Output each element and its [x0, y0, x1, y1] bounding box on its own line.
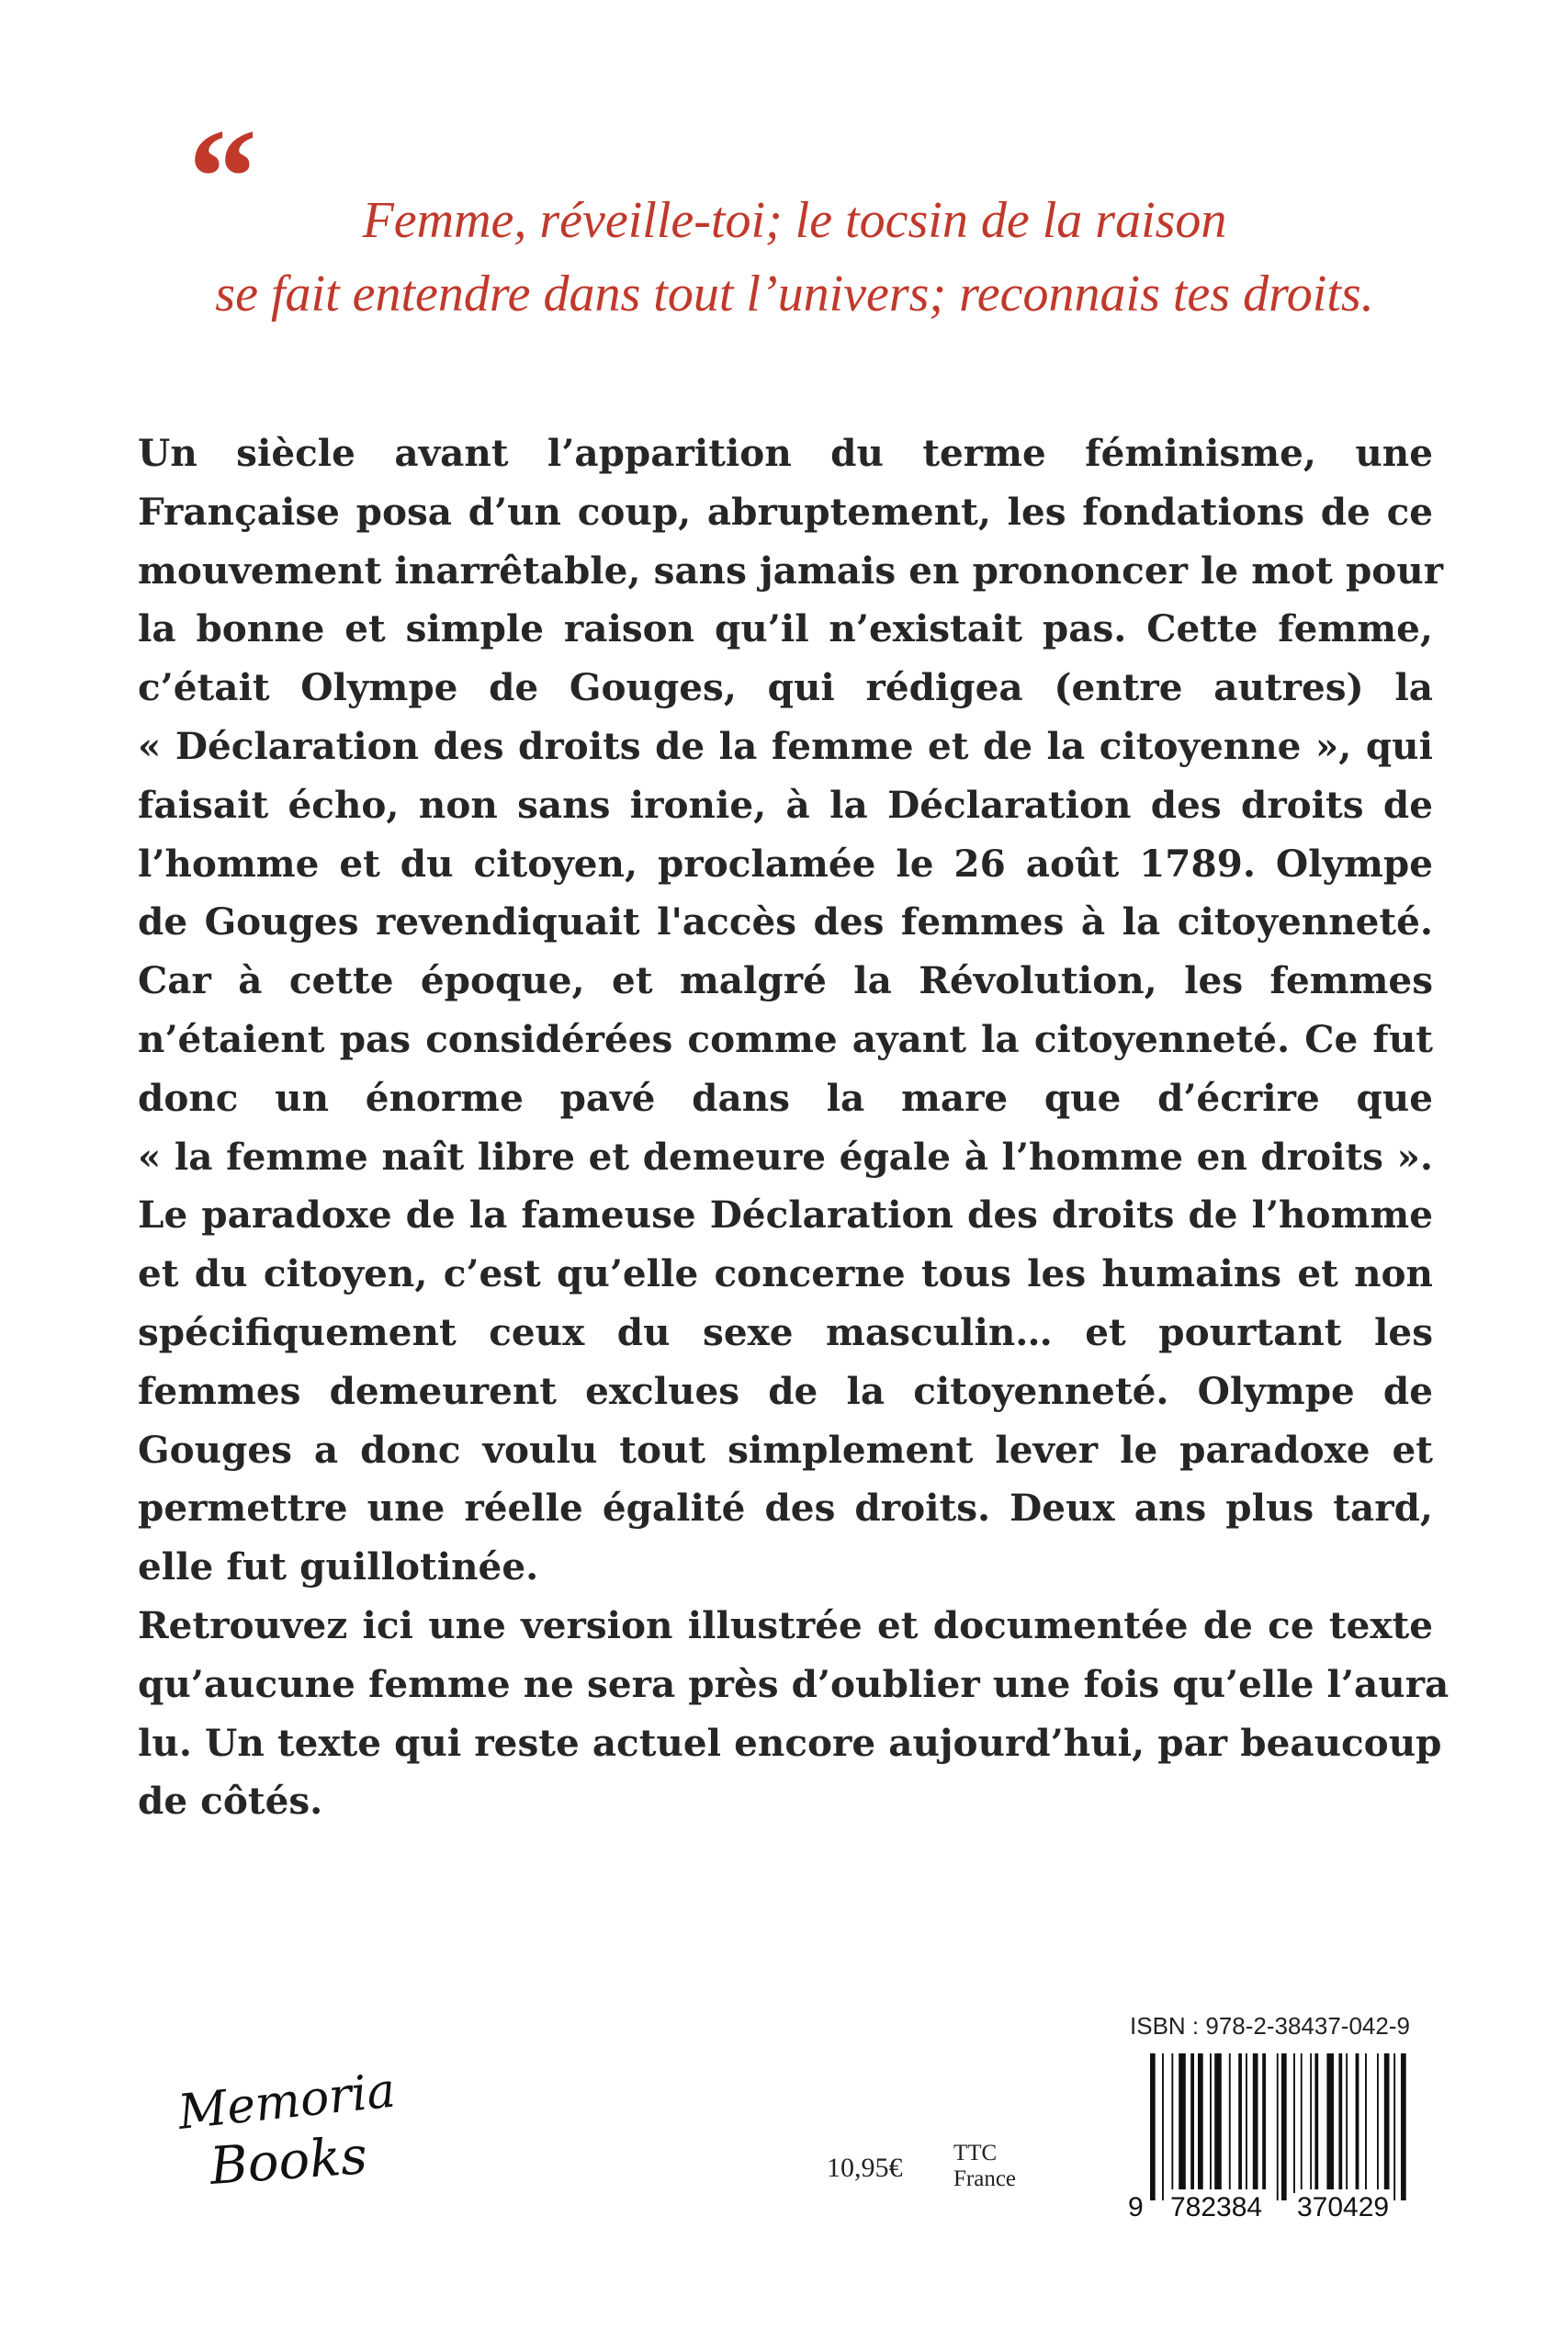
summary-line: et du citoyen, c’est qu’elle concerne tous les humains et non	[138, 1251, 1433, 1296]
barcode-bar	[1253, 2053, 1258, 2189]
barcode-bar	[1229, 2053, 1231, 2189]
barcode-bar	[1171, 2053, 1173, 2189]
barcode-bar	[1356, 2053, 1359, 2189]
epigraph-line-1: Femme, réveille-toi; le tocsin de la raison	[362, 192, 1227, 249]
barcode-bar	[1326, 2053, 1334, 2189]
barcode-bar	[1301, 2053, 1303, 2189]
barcode-digit-first: 9	[1128, 2192, 1144, 2222]
barcode-bar	[1401, 2053, 1406, 2200]
summary-line: c’était Olympe de Gouges, qui rédigea (entre autres) la	[138, 665, 1433, 710]
summary-line: de côtés.	[138, 1779, 323, 1824]
summary-line: n’étaient pas considérées comme ayant la citoyenneté. Ce fut	[138, 1016, 1433, 1061]
price-amount: 10,95€	[827, 2153, 903, 2183]
barcode-bar	[1338, 2053, 1342, 2189]
logo-word-books: Books	[208, 2126, 369, 2197]
summary-line: elle fut guillotinée.	[138, 1544, 539, 1589]
publisher-logo	[175, 2072, 432, 2204]
barcode	[1128, 2053, 1429, 2222]
barcode-bar	[1238, 2053, 1242, 2189]
summary-line: Retrouvez ici une version illustrée et documentée de ce texte	[138, 1602, 1433, 1647]
summary-line: Un siècle avant l’apparition du terme féminisme, une	[138, 431, 1433, 475]
barcode-bar	[1198, 2053, 1203, 2189]
price-tax-note	[953, 2141, 1016, 2192]
summary-line: de Gouges revendiquait l'accès des femmes à la citoyenneté.	[138, 899, 1433, 944]
isbn-label: ISBN : 978-2-38437-042-9	[1130, 2012, 1410, 2040]
barcode-bar	[1393, 2053, 1395, 2200]
barcode-group-left: 782384	[1167, 2193, 1266, 2222]
summary-line: qu’aucune femme ne sera près d’oublier une fois qu’elle l’aura	[138, 1661, 1450, 1706]
summary-line: mouvement inarrêtable, sans jamais en prononcer le mot pour	[138, 548, 1444, 593]
price-country-label: France	[953, 2166, 1017, 2191]
summary-line: « Déclaration des droits de la femme et de la citoyenne », qui	[138, 723, 1433, 768]
summary-line: Car à cette époque, et malgré la Révolution, les femmes	[138, 958, 1433, 1003]
barcode-bars-icon	[1128, 2053, 1429, 2200]
summary-line: la bonne et simple raison qu’il n’existait pas. Cette femme,	[138, 606, 1433, 651]
barcode-bar	[1190, 2053, 1194, 2189]
barcode-bar	[1214, 2053, 1222, 2189]
barcode-bar	[1314, 2053, 1318, 2189]
barcode-bar	[1310, 2053, 1312, 2189]
barcode-group-right: 370429	[1293, 2193, 1393, 2222]
barcode-bar	[1162, 2053, 1164, 2200]
epigraph-line-2: se fait entendre dans tout l’univers; reconnais tes droits.	[215, 266, 1374, 322]
summary-line: Française posa d’un coup, abruptement, les fondations de ce	[138, 489, 1433, 534]
memoria-books-logo-icon	[175, 2072, 432, 2200]
barcode-bar	[1293, 2053, 1295, 2200]
price-tax-label: TTC	[953, 2141, 998, 2165]
barcode-bar	[1179, 2053, 1186, 2189]
barcode-bar	[1346, 2053, 1348, 2189]
summary-line: faisait écho, non sans ironie, à la Déclaration des droits de	[138, 782, 1433, 827]
logo-word-memoria: Memoria	[175, 2072, 399, 2141]
summary-line: Le paradoxe de la fameuse Déclaration des droits de l’homme	[138, 1193, 1433, 1238]
barcode-bar	[1150, 2053, 1156, 2200]
summary-line: femmes demeurent exclues de la citoyenneté. Olympe de	[138, 1368, 1433, 1413]
summary-line: permettre une réelle égalité des droits. Deux ans plus tard,	[138, 1486, 1433, 1531]
summary-line: Gouges a donc voulu tout simplement lever le paradoxe et	[138, 1427, 1433, 1472]
barcode-bar	[1281, 2053, 1287, 2200]
back-cover-summary	[138, 424, 1450, 1831]
summary-line: donc un énorme pavé dans la mare que d’écrire que	[138, 1075, 1433, 1120]
epigraph-quote	[129, 184, 1461, 331]
summary-line: lu. Un texte qui reste actuel encore aujourd’hui, par beaucoup	[138, 1720, 1442, 1765]
barcode-bar	[1384, 2053, 1390, 2189]
barcode-bar	[1210, 2053, 1212, 2189]
summary-line: spécifiquement ceux du sexe masculin… et pourtant les	[138, 1309, 1433, 1354]
barcode-bar	[1246, 2053, 1247, 2189]
barcode-bar	[1377, 2053, 1379, 2189]
opening-quote-mark: “	[188, 101, 257, 254]
barcode-bar	[1365, 2053, 1367, 2189]
barcode-bar	[1262, 2053, 1266, 2189]
summary-line: « la femme naît libre et demeure égale à l’homme en droits ».	[138, 1134, 1433, 1179]
barcode-bar	[1277, 2053, 1279, 2200]
summary-line: l’homme et du citoyen, proclamée le 26 août 1789. Olympe	[138, 841, 1433, 886]
